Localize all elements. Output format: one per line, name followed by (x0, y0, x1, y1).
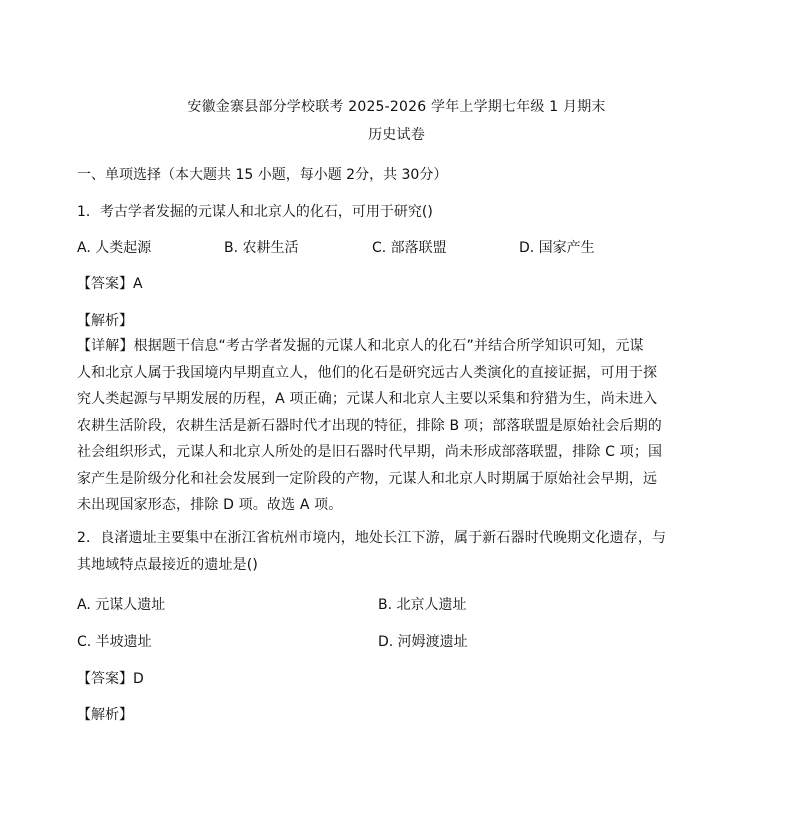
question-1-detail-line: 未出现国家形态，排除 D 项。故选 A 项。 (77, 497, 343, 513)
question-2-stem (77, 525, 667, 579)
exam-subtitle: 历史试卷 (368, 127, 425, 143)
question-2-option-c: C. 半坡遗址 (77, 634, 152, 650)
section-heading: 一、单项选择（本大题共 15 小题，每小题 2分，共 30分） (77, 167, 448, 183)
question-1-detail-line: 人和北京人属于我国境内早期直立人，他们的化石是研究远古人类演化的直接证据，可用于探 (77, 364, 658, 381)
question-2-answer: 【答案】D (77, 671, 144, 687)
question-1-answer: 【答案】A (77, 276, 143, 292)
question-1-detail-line: 究人类起源与早期发展的历程，A 项正确；元谋人和北京人主要以采集和狩猎为生，尚未进入 (77, 391, 658, 407)
question-2-stem-line: 其地域特点最接近的遗址是() (77, 557, 259, 573)
question-1-option-c: C. 部落联盟 (372, 240, 447, 256)
question-1-option-a: A. 人类起源 (77, 240, 152, 256)
question-2-option-d: D. 河姆渡遗址 (378, 634, 468, 650)
question-1-analysis-label: 【解析】 (77, 313, 133, 329)
question-1-option-b: B. 农耕生活 (224, 240, 299, 256)
question-2-stem-line: 2．良渚遗址主要集中在浙江省杭州市境内，地处长江下游，属于新石器时代晚期文化遗存，与 (77, 530, 667, 546)
question-1-detail (77, 333, 663, 519)
question-1-detail-line: 家产生是阶级分化和社会发展到一定阶段的产物，元谋人和北京人时期属于原始社会早期，远 (77, 470, 658, 487)
question-2-analysis-label: 【解析】 (77, 707, 133, 723)
question-2-option-b: B. 北京人遗址 (378, 597, 467, 613)
question-1-option-d: D. 国家产生 (519, 240, 595, 256)
question-1-detail-line: 农耕生活阶段，农耕生活是新石器时代才出现的特征，排除 B 项；部落联盟是原始社会后期的 (77, 417, 662, 434)
question-1-detail-line: 社会组织形式，元谋人和北京人所处的是旧石器时代早期，尚未形成部落联盟，排除 C 项；国 (77, 444, 663, 460)
question-2-option-a: A. 元谋人遗址 (77, 597, 166, 613)
exam-title: 安徽金寨县部分学校联考 2025-2026 学年上学期七年级 1 月期末 (187, 99, 606, 115)
question-1-detail-line: 【详解】根据题干信息“考古学者发掘的元谋人和北京人的化石”并结合所学知识可知，元谋 (77, 338, 644, 354)
question-1-stem: 1．考古学者发掘的元谋人和北京人的化石，可用于研究() (77, 204, 433, 220)
